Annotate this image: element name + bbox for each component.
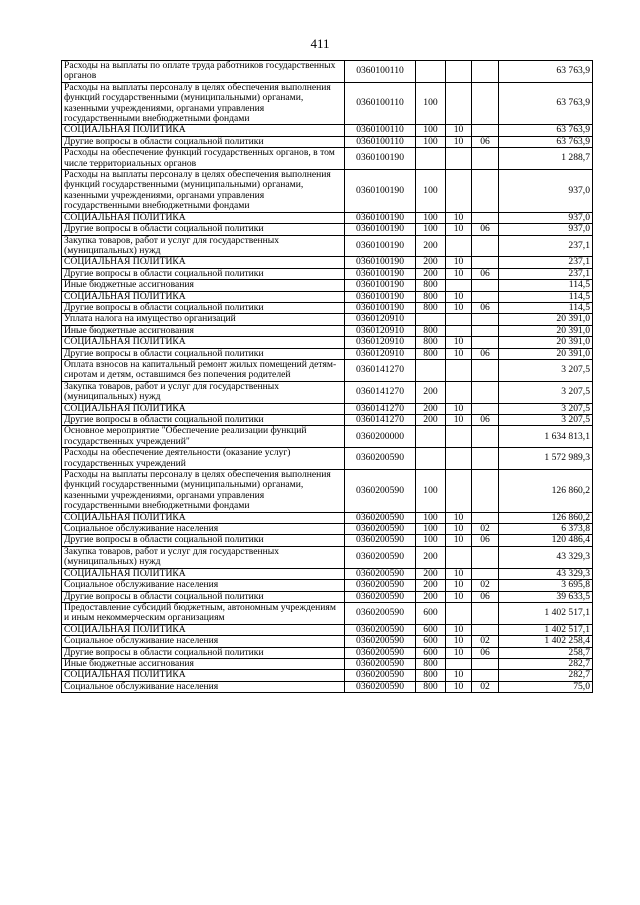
- row-name: Иные бюджетные ассигнования: [62, 325, 345, 336]
- row-code: 0360100110: [345, 136, 416, 147]
- row-expense-type: 200: [416, 415, 446, 426]
- row-section: 10: [446, 302, 472, 313]
- row-name: Социальное обслуживание населения: [62, 636, 345, 647]
- row-expense-type: 800: [416, 325, 446, 336]
- row-name: Другие вопросы в области социальной политики: [62, 415, 345, 426]
- row-expense-type: [416, 61, 446, 83]
- row-code: 0360100110: [345, 82, 416, 125]
- row-subsection: [472, 624, 499, 635]
- table-row: [62, 136, 593, 147]
- budget-table-body: [62, 61, 593, 693]
- row-expense-type: 200: [416, 268, 446, 279]
- table-row: [62, 580, 593, 591]
- row-expense-type: 200: [416, 580, 446, 591]
- row-expense-type: 100: [416, 470, 446, 513]
- table-row: [62, 337, 593, 348]
- row-section: 10: [446, 337, 472, 348]
- row-name: Расходы на обеспечение функций государственных органов, в том числе территориальных органов: [62, 148, 345, 170]
- row-name: Закупка товаров, работ и услуг для государственных (муниципальных) нужд: [62, 235, 345, 257]
- page-number: 411: [310, 36, 330, 51]
- row-name: СОЦИАЛЬНАЯ ПОЛИТИКА: [62, 624, 345, 635]
- table-row: [62, 291, 593, 302]
- row-expense-type: 800: [416, 280, 446, 291]
- row-name: Другие вопросы в области социальной политики: [62, 591, 345, 602]
- row-amount: 237,1: [499, 257, 593, 268]
- row-subsection: [472, 212, 499, 223]
- table-row: [62, 61, 593, 83]
- row-expense-type: 200: [416, 235, 446, 257]
- row-expense-type: 100: [416, 212, 446, 223]
- row-section: [446, 426, 472, 448]
- row-expense-type: 200: [416, 546, 446, 568]
- row-expense-type: [416, 314, 446, 325]
- row-name: Социальное обслуживание населения: [62, 580, 345, 591]
- row-section: 10: [446, 212, 472, 223]
- row-expense-type: 600: [416, 624, 446, 635]
- row-expense-type: 100: [416, 224, 446, 235]
- row-subsection: [472, 291, 499, 302]
- row-subsection: 06: [472, 647, 499, 658]
- table-row: [62, 125, 593, 136]
- row-amount: 75,0: [499, 681, 593, 692]
- row-code: 0360100190: [345, 148, 416, 170]
- row-code: 0360141270: [345, 415, 416, 426]
- row-subsection: 06: [472, 591, 499, 602]
- row-subsection: [472, 61, 499, 83]
- row-name: Расходы на выплаты персоналу в целях обеспечения выполнения функций государственными (муниципальными) органами, казенными учреждениями, органами управления государственными внебюджетными фондами: [62, 170, 345, 213]
- row-subsection: 02: [472, 636, 499, 647]
- row-subsection: [472, 170, 499, 213]
- table-row: [62, 568, 593, 579]
- row-code: 0360100190: [345, 302, 416, 313]
- row-amount: 1 572 989,3: [499, 448, 593, 470]
- row-expense-type: 800: [416, 348, 446, 359]
- row-amount: 126 860,2: [499, 512, 593, 523]
- row-subsection: [472, 568, 499, 579]
- row-name: Расходы на выплаты по оплате труда работников государственных органов: [62, 61, 345, 83]
- budget-table: [61, 60, 593, 693]
- row-code: 0360200590: [345, 546, 416, 568]
- table-row: [62, 348, 593, 359]
- row-amount: 282,7: [499, 670, 593, 681]
- row-amount: 63 763,9: [499, 61, 593, 83]
- table-row: [62, 624, 593, 635]
- row-amount: 114,5: [499, 291, 593, 302]
- row-section: [446, 325, 472, 336]
- row-expense-type: 100: [416, 136, 446, 147]
- row-code: 0360200590: [345, 470, 416, 513]
- row-subsection: 06: [472, 224, 499, 235]
- row-name: СОЦИАЛЬНАЯ ПОЛИТИКА: [62, 337, 345, 348]
- row-name: Расходы на выплаты персоналу в целях обеспечения выполнения функций государственными (муниципальными) органами, казенными учреждениями, органами управления государственными внебюджетными фондами: [62, 82, 345, 125]
- table-row: [62, 535, 593, 546]
- row-amount: 3 695,8: [499, 580, 593, 591]
- table-row: [62, 280, 593, 291]
- row-expense-type: 800: [416, 670, 446, 681]
- row-code: 0360200590: [345, 636, 416, 647]
- row-amount: 63 763,9: [499, 82, 593, 125]
- row-code: 0360200590: [345, 681, 416, 692]
- table-row: [62, 591, 593, 602]
- row-code: 0360200590: [345, 658, 416, 669]
- table-row: [62, 415, 593, 426]
- row-name: Другие вопросы в области социальной политики: [62, 647, 345, 658]
- row-code: 0360141270: [345, 403, 416, 414]
- row-code: 0360200590: [345, 568, 416, 579]
- row-code: 0360200000: [345, 426, 416, 448]
- row-name: СОЦИАЛЬНАЯ ПОЛИТИКА: [62, 512, 345, 523]
- row-code: 0360100190: [345, 224, 416, 235]
- row-expense-type: [416, 426, 446, 448]
- row-subsection: 02: [472, 524, 499, 535]
- row-section: 10: [446, 415, 472, 426]
- row-name: Закупка товаров, работ и услуг для государственных (муниципальных) нужд: [62, 381, 345, 403]
- row-code: 0360100110: [345, 61, 416, 83]
- row-code: 0360200590: [345, 624, 416, 635]
- row-section: 10: [446, 535, 472, 546]
- row-subsection: 02: [472, 681, 499, 692]
- row-amount: 114,5: [499, 280, 593, 291]
- row-name: СОЦИАЛЬНАЯ ПОЛИТИКА: [62, 670, 345, 681]
- row-expense-type: 200: [416, 591, 446, 602]
- row-amount: 237,1: [499, 235, 593, 257]
- row-section: [446, 235, 472, 257]
- row-code: 0360200590: [345, 602, 416, 624]
- table-row: [62, 381, 593, 403]
- table-row: [62, 314, 593, 325]
- row-section: [446, 658, 472, 669]
- row-section: 10: [446, 681, 472, 692]
- table-row: [62, 681, 593, 692]
- table-row: [62, 512, 593, 523]
- row-subsection: [472, 512, 499, 523]
- row-section: [446, 280, 472, 291]
- row-subsection: [472, 325, 499, 336]
- table-row: [62, 470, 593, 513]
- row-name: Другие вопросы в области социальной политики: [62, 535, 345, 546]
- row-code: 0360200590: [345, 524, 416, 535]
- row-name: СОЦИАЛЬНАЯ ПОЛИТИКА: [62, 291, 345, 302]
- row-amount: 937,0: [499, 212, 593, 223]
- row-subsection: [472, 448, 499, 470]
- table-row: [62, 148, 593, 170]
- row-section: [446, 546, 472, 568]
- row-section: [446, 82, 472, 125]
- row-name: СОЦИАЛЬНАЯ ПОЛИТИКА: [62, 257, 345, 268]
- row-section: 10: [446, 524, 472, 535]
- table-row: [62, 448, 593, 470]
- row-name: СОЦИАЛЬНАЯ ПОЛИТИКА: [62, 212, 345, 223]
- row-section: 10: [446, 580, 472, 591]
- row-section: 10: [446, 591, 472, 602]
- row-expense-type: 100: [416, 512, 446, 523]
- row-code: 0360100190: [345, 280, 416, 291]
- row-code: 0360200590: [345, 448, 416, 470]
- row-section: 10: [446, 136, 472, 147]
- row-subsection: [472, 82, 499, 125]
- row-code: 0360200590: [345, 647, 416, 658]
- row-code: 0360120910: [345, 337, 416, 348]
- row-code: 0360120910: [345, 325, 416, 336]
- row-subsection: [472, 658, 499, 669]
- row-amount: 1 402 258,4: [499, 636, 593, 647]
- row-section: 10: [446, 403, 472, 414]
- row-expense-type: 800: [416, 291, 446, 302]
- row-code: 0360100190: [345, 257, 416, 268]
- row-section: [446, 61, 472, 83]
- row-expense-type: 600: [416, 636, 446, 647]
- row-name: Другие вопросы в области социальной политики: [62, 348, 345, 359]
- row-name: Социальное обслуживание населения: [62, 524, 345, 535]
- row-subsection: [472, 235, 499, 257]
- row-code: 0360200590: [345, 580, 416, 591]
- row-subsection: 06: [472, 268, 499, 279]
- table-row: [62, 212, 593, 223]
- row-expense-type: [416, 359, 446, 381]
- row-name: Другие вопросы в области социальной политики: [62, 136, 345, 147]
- table-row: [62, 658, 593, 669]
- row-section: 10: [446, 125, 472, 136]
- row-subsection: [472, 125, 499, 136]
- table-row: [62, 235, 593, 257]
- row-section: 10: [446, 647, 472, 658]
- row-section: [446, 148, 472, 170]
- row-subsection: [472, 257, 499, 268]
- row-section: 10: [446, 224, 472, 235]
- row-expense-type: 100: [416, 125, 446, 136]
- row-section: 10: [446, 624, 472, 635]
- row-amount: 1 402 517,1: [499, 602, 593, 624]
- table-row: [62, 636, 593, 647]
- row-subsection: [472, 403, 499, 414]
- row-expense-type: 200: [416, 568, 446, 579]
- table-row: [62, 257, 593, 268]
- row-code: 0360141270: [345, 359, 416, 381]
- row-amount: 43 329,3: [499, 568, 593, 579]
- row-amount: 282,7: [499, 658, 593, 669]
- table-row: [62, 268, 593, 279]
- row-subsection: [472, 602, 499, 624]
- row-code: 0360141270: [345, 381, 416, 403]
- row-section: [446, 602, 472, 624]
- row-code: 0360200590: [345, 535, 416, 546]
- row-code: 0360100190: [345, 235, 416, 257]
- row-amount: 20 391,0: [499, 337, 593, 348]
- row-name: Оплата взносов на капитальный ремонт жилых помещений детям-сиротам и детям, оставшимся без попечения родителей: [62, 359, 345, 381]
- row-amount: 43 329,3: [499, 546, 593, 568]
- row-expense-type: 600: [416, 602, 446, 624]
- row-subsection: [472, 470, 499, 513]
- row-name: СОЦИАЛЬНАЯ ПОЛИТИКА: [62, 403, 345, 414]
- row-amount: 937,0: [499, 224, 593, 235]
- row-name: Другие вопросы в области социальной политики: [62, 302, 345, 313]
- row-section: 10: [446, 291, 472, 302]
- row-expense-type: 800: [416, 658, 446, 669]
- row-name: СОЦИАЛЬНАЯ ПОЛИТИКА: [62, 568, 345, 579]
- row-amount: 63 763,9: [499, 125, 593, 136]
- row-amount: 39 633,5: [499, 591, 593, 602]
- row-amount: 937,0: [499, 170, 593, 213]
- table-row: [62, 602, 593, 624]
- row-name: Другие вопросы в области социальной политики: [62, 268, 345, 279]
- row-amount: 6 373,8: [499, 524, 593, 535]
- row-amount: 114,5: [499, 302, 593, 313]
- row-code: 0360120910: [345, 314, 416, 325]
- row-amount: 3 207,5: [499, 381, 593, 403]
- row-name: Уплата налога на имущество организаций: [62, 314, 345, 325]
- row-amount: 20 391,0: [499, 325, 593, 336]
- row-name: Расходы на обеспечение деятельности (оказание услуг) государственных учреждений: [62, 448, 345, 470]
- table-row: [62, 302, 593, 313]
- row-subsection: [472, 670, 499, 681]
- row-amount: 63 763,9: [499, 136, 593, 147]
- row-amount: 3 207,5: [499, 415, 593, 426]
- row-code: 0360200590: [345, 670, 416, 681]
- row-name: Расходы на выплаты персоналу в целях обеспечения выполнения функций государственными (муниципальными) органами, казенными учреждениями, органами управления государственными внебюджетными фондами: [62, 470, 345, 513]
- row-name: Иные бюджетные ассигнования: [62, 280, 345, 291]
- row-code: 0360200590: [345, 591, 416, 602]
- row-code: 0360120910: [345, 348, 416, 359]
- row-expense-type: 800: [416, 681, 446, 692]
- row-amount: 3 207,5: [499, 359, 593, 381]
- row-subsection: [472, 314, 499, 325]
- row-subsection: [472, 337, 499, 348]
- row-expense-type: [416, 148, 446, 170]
- row-subsection: [472, 359, 499, 381]
- table-row: [62, 524, 593, 535]
- row-subsection: [472, 381, 499, 403]
- row-amount: 258,7: [499, 647, 593, 658]
- row-amount: 1 402 517,1: [499, 624, 593, 635]
- row-name: СОЦИАЛЬНАЯ ПОЛИТИКА: [62, 125, 345, 136]
- row-code: 0360100190: [345, 170, 416, 213]
- table-row: [62, 224, 593, 235]
- row-subsection: 06: [472, 136, 499, 147]
- row-code: 0360100190: [345, 291, 416, 302]
- row-subsection: 06: [472, 415, 499, 426]
- row-subsection: [472, 426, 499, 448]
- table-row: [62, 670, 593, 681]
- row-subsection: [472, 280, 499, 291]
- table-row: [62, 546, 593, 568]
- row-name: Основное мероприятие "Обеспечение реализации функций государственных учреждений": [62, 426, 345, 448]
- row-section: 10: [446, 670, 472, 681]
- row-section: [446, 381, 472, 403]
- row-section: 10: [446, 636, 472, 647]
- row-section: [446, 470, 472, 513]
- row-subsection: [472, 148, 499, 170]
- row-amount: 120 486,4: [499, 535, 593, 546]
- row-expense-type: 200: [416, 403, 446, 414]
- table-row: [62, 426, 593, 448]
- row-subsection: 06: [472, 302, 499, 313]
- row-amount: 237,1: [499, 268, 593, 279]
- row-expense-type: 800: [416, 302, 446, 313]
- row-amount: 126 860,2: [499, 470, 593, 513]
- row-name: Предоставление субсидий бюджетным, автономным учреждениям и иным некоммерческим организациям: [62, 602, 345, 624]
- row-section: [446, 314, 472, 325]
- row-expense-type: 100: [416, 82, 446, 125]
- row-expense-type: 800: [416, 337, 446, 348]
- row-name: Иные бюджетные ассигнования: [62, 658, 345, 669]
- row-expense-type: 200: [416, 381, 446, 403]
- table-row: [62, 359, 593, 381]
- row-subsection: 06: [472, 348, 499, 359]
- row-subsection: 06: [472, 535, 499, 546]
- row-expense-type: 600: [416, 647, 446, 658]
- row-code: 0360100190: [345, 212, 416, 223]
- row-expense-type: 100: [416, 170, 446, 213]
- row-amount: 20 391,0: [499, 314, 593, 325]
- row-amount: 3 207,5: [499, 403, 593, 414]
- row-section: 10: [446, 512, 472, 523]
- row-code: 0360100110: [345, 125, 416, 136]
- row-section: [446, 448, 472, 470]
- row-subsection: 02: [472, 580, 499, 591]
- row-name: Социальное обслуживание населения: [62, 681, 345, 692]
- row-subsection: [472, 546, 499, 568]
- row-amount: 20 391,0: [499, 348, 593, 359]
- row-expense-type: 100: [416, 535, 446, 546]
- row-section: 10: [446, 268, 472, 279]
- table-row: [62, 325, 593, 336]
- row-name: Другие вопросы в области социальной политики: [62, 224, 345, 235]
- table-row: [62, 82, 593, 125]
- row-code: 0360100190: [345, 268, 416, 279]
- table-row: [62, 170, 593, 213]
- table-row: [62, 647, 593, 658]
- row-expense-type: 200: [416, 257, 446, 268]
- row-code: 0360200590: [345, 512, 416, 523]
- row-section: 10: [446, 257, 472, 268]
- row-amount: 1 288,7: [499, 148, 593, 170]
- row-section: 10: [446, 568, 472, 579]
- row-section: [446, 359, 472, 381]
- row-expense-type: [416, 448, 446, 470]
- row-amount: 1 634 813,1: [499, 426, 593, 448]
- row-expense-type: 100: [416, 524, 446, 535]
- table-row: [62, 403, 593, 414]
- row-name: Закупка товаров, работ и услуг для государственных (муниципальных) нужд: [62, 546, 345, 568]
- row-section: [446, 170, 472, 213]
- row-section: 10: [446, 348, 472, 359]
